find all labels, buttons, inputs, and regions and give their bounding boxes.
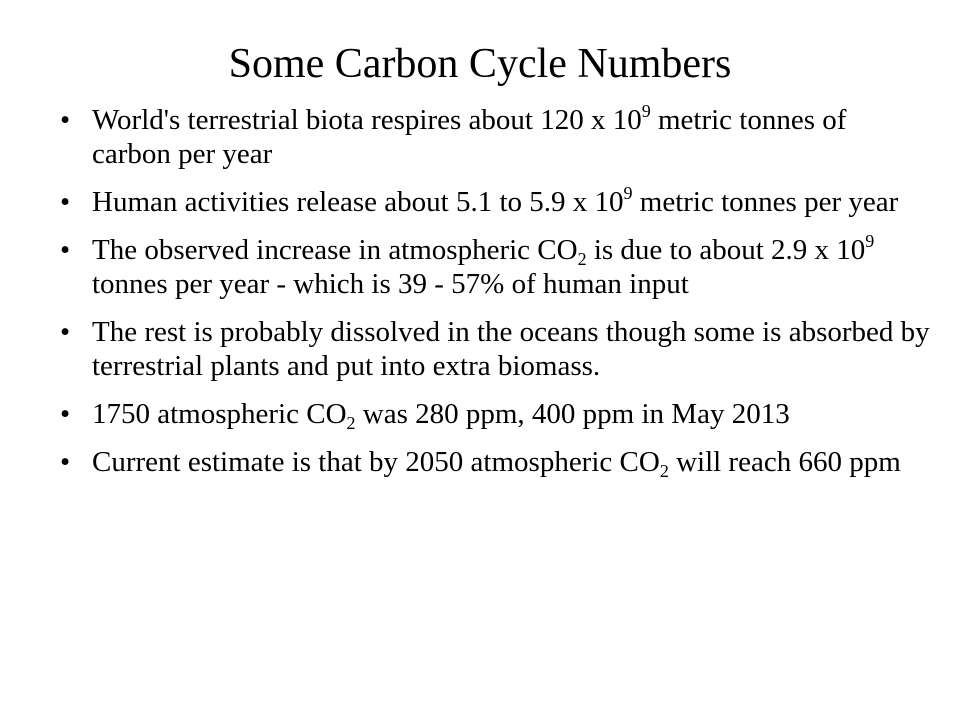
bullet-item-biota-respiration (60, 103, 930, 171)
bullet-dot-icon: • (60, 104, 71, 136)
bullet-item-1750-co2 (60, 397, 930, 431)
subscript: 2 (659, 461, 669, 481)
bullet-dot-icon: • (60, 398, 71, 430)
subscript: 2 (346, 413, 356, 433)
bullet-dot-icon: • (60, 186, 71, 218)
superscript: 9 (623, 183, 633, 203)
slide-title: Some Carbon Cycle Numbers (228, 41, 732, 87)
bullet-list (60, 103, 930, 493)
bullet-item-2050-estimate (60, 445, 930, 479)
bullet-dot-icon: • (60, 316, 71, 348)
bullet-text: Current estimate is that by 2050 atmospheric CO (92, 446, 660, 478)
bullet-text: will reach 660 ppm (668, 446, 901, 478)
bullet-dot-icon: • (60, 446, 71, 478)
bullet-dot-icon: • (60, 234, 71, 266)
subscript: 2 (577, 249, 587, 269)
bullet-item-observed-increase (60, 233, 930, 301)
bullet-text: was 280 ppm, 400 ppm in May 2013 (355, 398, 790, 430)
bullet-text: The observed increase in atmospheric CO (92, 234, 578, 266)
bullet-text: Human activities release about 5.1 to 5.9 x 10 (92, 186, 624, 218)
bullet-text: metric tonnes per year (632, 186, 899, 218)
superscript: 9 (865, 231, 875, 251)
bullet-text: metric tonnes of carbon per year (92, 104, 847, 170)
bullet-item-ocean-dissolution (60, 315, 930, 383)
bullet-text: tonnes per year - which is 39 - 57% of human input (92, 268, 689, 300)
bullet-text: is due to about 2.9 x 10 (586, 234, 866, 266)
superscript: 9 (641, 101, 651, 121)
bullet-text: World's terrestrial biota respires about 120 x 10 (92, 104, 642, 136)
bullet-item-human-release (60, 185, 930, 219)
bullet-text: The rest is probably dissolved in the oceans though some is absorbed by terrestrial plants and put into extra biomass. (92, 316, 930, 382)
bullet-text: 1750 atmospheric CO (92, 398, 347, 430)
